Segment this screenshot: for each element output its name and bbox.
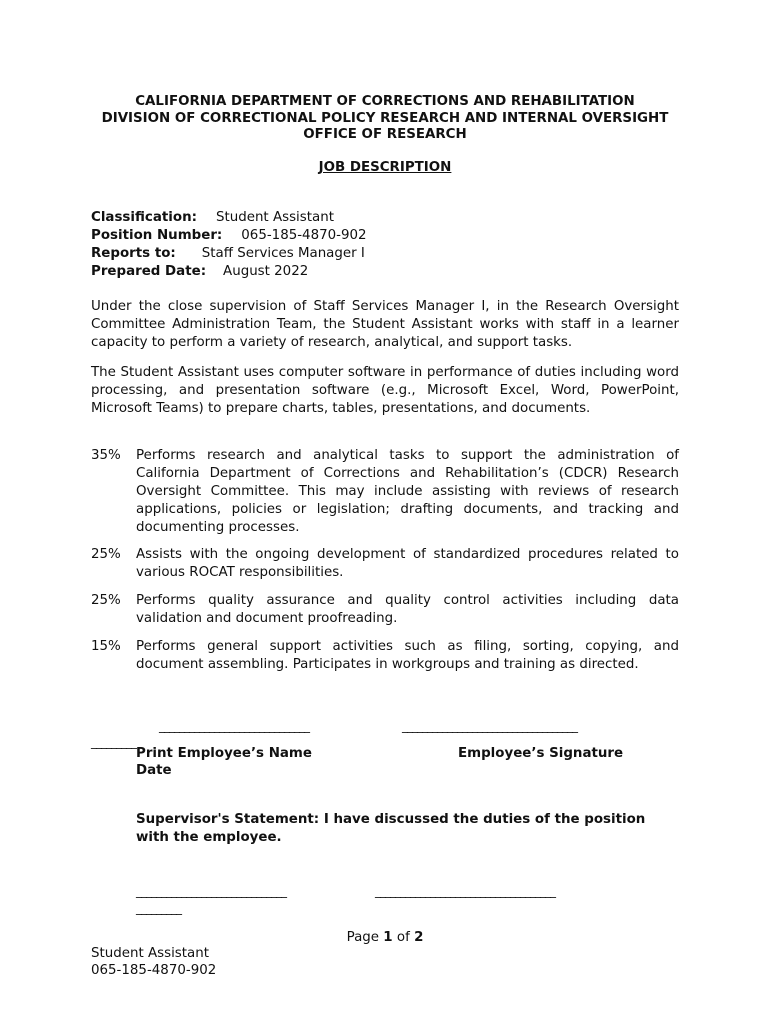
prepared-date-value: August 2022 xyxy=(223,264,309,279)
duty-description: Performs quality assurance and quality control activities including data validation and document proofreading. xyxy=(136,593,679,626)
employee-date-line: _________ xyxy=(91,735,136,749)
date-label: Date xyxy=(136,763,172,778)
duty-description: Assists with the ongoing development of standardized procedures related to various ROCAT responsibilities. xyxy=(136,547,679,580)
position-number-label: Position Number: xyxy=(91,228,223,243)
classification-field xyxy=(91,209,334,227)
reports-to-label: Reports to: xyxy=(91,246,176,261)
duty-percent: 25% xyxy=(91,547,121,562)
duty-percent: 25% xyxy=(91,593,121,608)
summary-paragraph: Under the close supervision of Staff Services Manager I, in the Research Oversight Committee Administration Team, the Student Assistant works with staff in a learner capacity to perform a variety of research, analytical, and support tasks. xyxy=(91,299,679,350)
employee-signature-label: Employee’s Signature xyxy=(458,746,624,761)
duty-description: Performs general support activities such as filing, sorting, copying, and document assembling. Participates in workgroups and training as directed. xyxy=(136,639,679,672)
document-title: JOB DESCRIPTION xyxy=(318,160,452,175)
page-total: 2 xyxy=(414,930,424,945)
software-paragraph: The Student Assistant uses computer software in performance of duties including word processing, and presentation software (e.g., Microsoft Excel, Word, PowerPoint, Microsoft Teams) to prepare charts, tables, presentations, and documents. xyxy=(91,365,679,416)
footer-position-number: 065-185-4870-902 xyxy=(91,963,217,978)
page-of: of xyxy=(396,930,410,945)
office-heading: OFFICE OF RESEARCH xyxy=(303,127,467,142)
duty-percent: 15% xyxy=(91,639,121,654)
page-prefix: Page xyxy=(346,930,380,945)
page-current: 1 xyxy=(383,930,393,945)
duty-percent: 35% xyxy=(91,448,121,463)
supervisor-signature-line: ____________________________________ xyxy=(375,884,555,898)
classification-value: Student Assistant xyxy=(215,210,334,225)
classification-label: Classification: xyxy=(91,210,197,225)
position-number-value: 065-185-4870-902 xyxy=(241,228,367,243)
prepared-date-field xyxy=(91,263,308,281)
reports-to-field xyxy=(91,245,365,263)
supervisor-date-line: _________ xyxy=(136,901,181,915)
supervisor-name-line: ______________________________ xyxy=(136,884,286,898)
division-heading: DIVISION OF CORRECTIONAL POLICY RESEARCH AND INTERNAL OVERSIGHT xyxy=(101,111,669,126)
employee-name-line: ______________________________ xyxy=(159,719,309,733)
position-number-field xyxy=(91,227,367,245)
employee-signature-line: ___________________________________ xyxy=(402,719,577,733)
department-heading: CALIFORNIA DEPARTMENT OF CORRECTIONS AND REHABILITATION xyxy=(135,94,635,109)
print-name-label: Print Employee’s Name xyxy=(136,746,312,761)
prepared-date-label: Prepared Date: xyxy=(91,264,207,279)
supervisor-statement: Supervisor's Statement: I have discussed the duties of the position with the employee. xyxy=(136,812,646,845)
footer-title: Student Assistant xyxy=(91,946,209,961)
duty-description: Performs research and analytical tasks to support the administration of California Department of Corrections and Rehabilitation’s (CDCR) Research Oversight Committee. This may include assisting with reviews of research applications, policies or legislation; drafting documents, and tracking and documenting processes. xyxy=(136,448,679,535)
reports-to-value: Staff Services Manager I xyxy=(201,246,365,261)
